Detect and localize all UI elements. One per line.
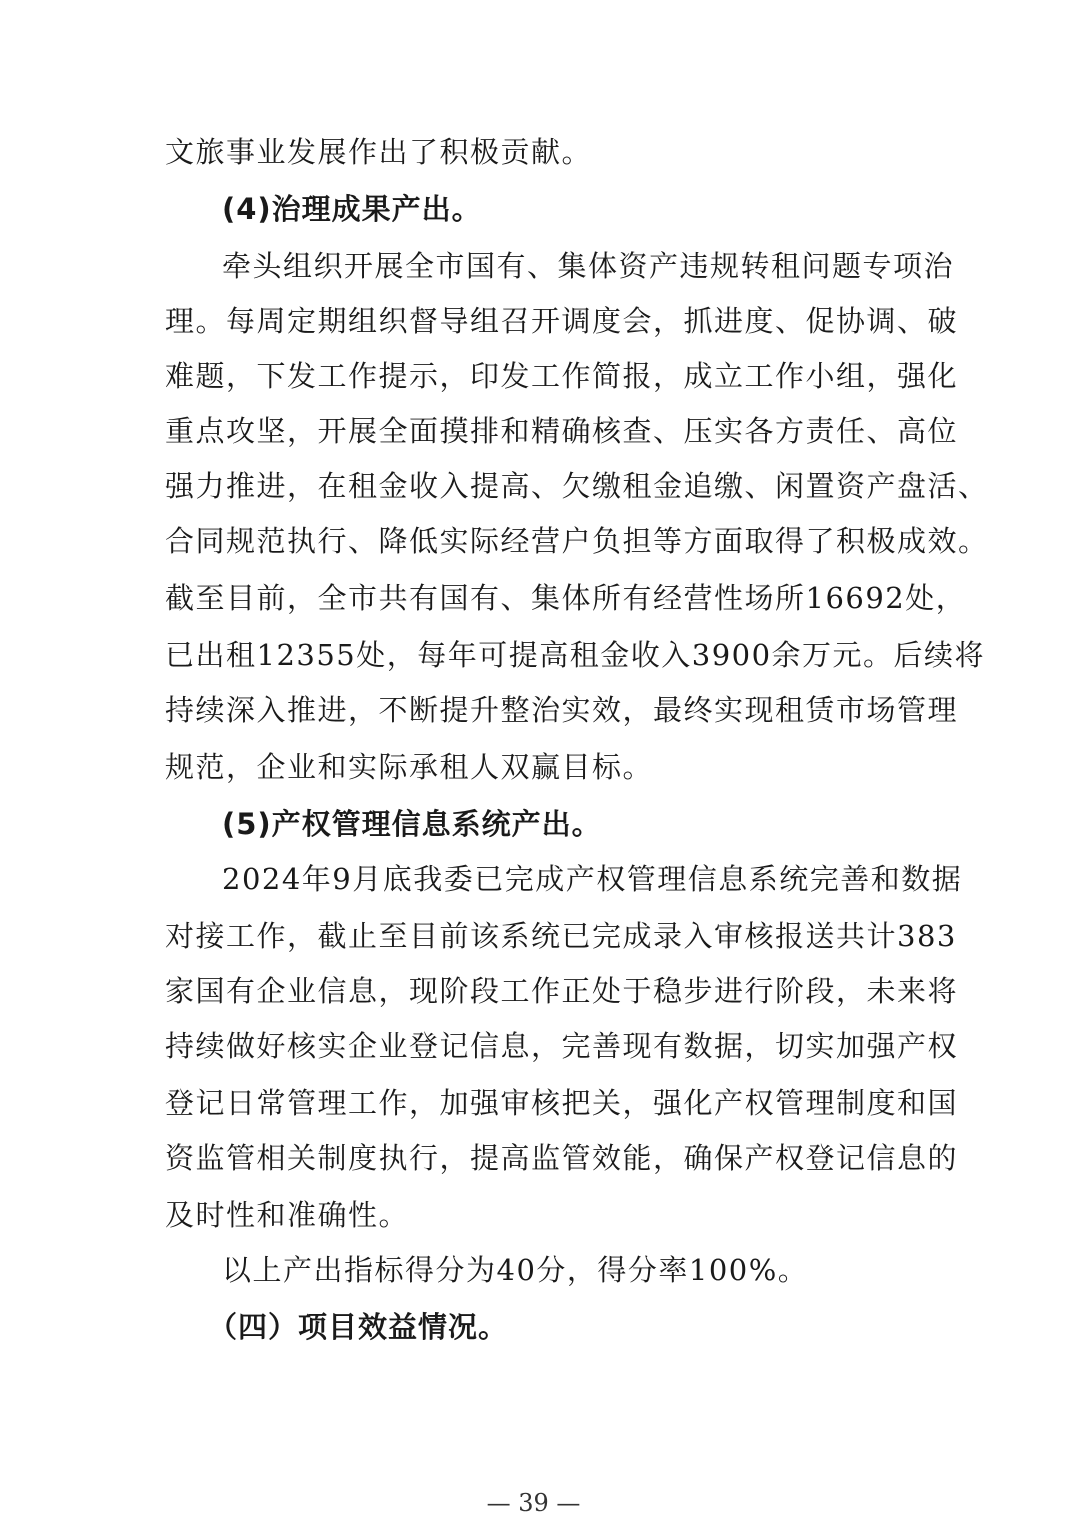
section-heading-four: （四）项目效益情况。 xyxy=(208,1310,509,1344)
summary-line: 以上产出指标得分为40分，得分率100%。 xyxy=(222,1253,809,1287)
paragraph-line: 已出租12355处，每年可提高租金收入3900余万元。后续将 xyxy=(165,638,986,672)
paragraph-line: 强力推进，在租金收入提高、欠缴租金追缴、闲置资产盘活、 xyxy=(165,469,989,503)
paragraph-line: 资监管相关制度执行，提高监管效能，确保产权登记信息的 xyxy=(165,1141,959,1175)
paragraph-line: 牵头组织开展全市国有、集体资产违规转租问题专项治 xyxy=(222,249,955,283)
section-heading-5: (5)产权管理信息系统产出。 xyxy=(222,807,602,841)
paragraph-line: 登记日常管理工作，加强审核把关，强化产权管理制度和国 xyxy=(165,1086,959,1120)
paragraph-line: 及时性和准确性。 xyxy=(165,1198,410,1232)
paragraph-line: 持续做好核实企业登记信息，完善现有数据，切实加强产权 xyxy=(165,1029,959,1063)
paragraph-line: 合同规范执行、降低实际经营户负担等方面取得了积极成效。 xyxy=(165,524,989,558)
paragraph-line: 难题，下发工作提示，印发工作简报，成立工作小组，强化 xyxy=(165,359,959,393)
paragraph-line: 对接工作，截止至目前该系统已完成录入审核报送共计383 xyxy=(165,919,957,953)
paragraph-line: 截至目前，全市共有国有、集体所有经营性场所16692处， xyxy=(165,581,967,615)
paragraph-line: 2024年9月底我委已完成产权管理信息系统完善和数据 xyxy=(222,862,963,896)
paragraph-line: 文旅事业发展作出了积极贡献。 xyxy=(165,135,593,169)
paragraph-line: 规范，企业和实际承租人双赢目标。 xyxy=(165,750,654,784)
paragraph-line: 重点攻坚，开展全面摸排和精确核查、压实各方责任、高位 xyxy=(165,414,959,448)
section-heading-4: (4)治理成果产出。 xyxy=(222,192,482,226)
paragraph-line: 家国有企业信息，现阶段工作正处于稳步进行阶段，未来将 xyxy=(165,974,959,1008)
page-number: — 39 — xyxy=(486,1489,581,1517)
paragraph-line: 持续深入推进，不断提升整治实效，最终实现租赁市场管理 xyxy=(165,693,959,727)
paragraph-line: 理。每周定期组织督导组召开调度会，抓进度、促协调、破 xyxy=(165,304,959,338)
